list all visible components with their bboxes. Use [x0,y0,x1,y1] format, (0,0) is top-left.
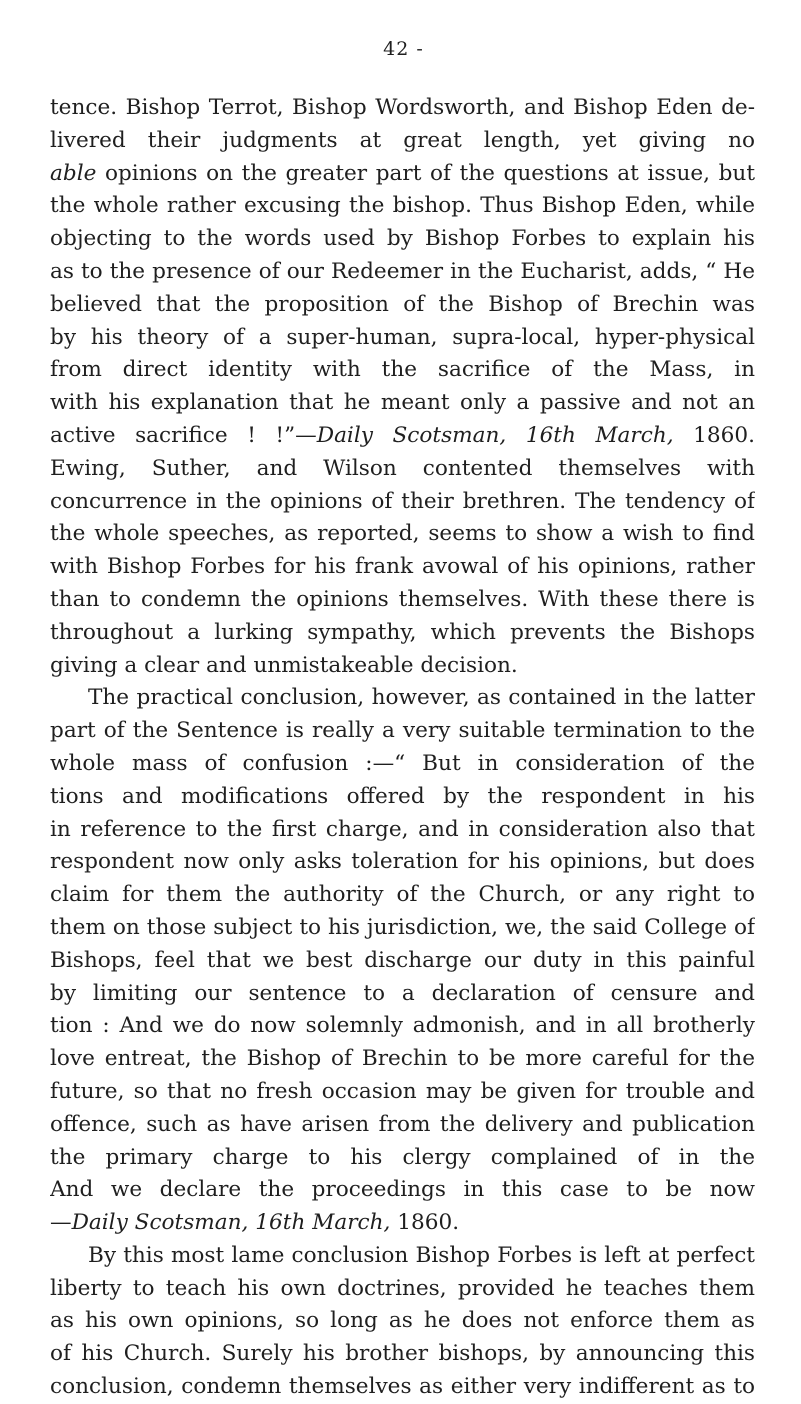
text-line [50,256,755,289]
line-text: tence. Bishop Terrot, Bishop Wordsworth, and Bishop Eden de- [50,95,755,120]
line-text: And we declare the proceedings in this case to be now [50,1177,755,1203]
line-text: than to condemn the opinions themselves. With these there is [50,586,755,612]
text-line [50,190,755,223]
text-line [50,125,755,158]
text-line [50,1043,755,1076]
text-line [50,387,755,420]
line-text: as to the presence of our Redeemer in the Eucharist, adds, “ He [50,258,755,284]
line-text: part of the Sentence is really a very suitable termination to the [50,718,755,744]
text-line [50,617,755,650]
line-text: giving a clear and unmistakeable decision. [50,652,518,678]
line-text: opinions on the greater part of the questions at issue, but [104,160,755,186]
line-text: Ewing, Suther, and Wilson contented themselves with [50,455,755,481]
line-text: by limiting our sentence to a declaration of censure and [50,980,755,1006]
line-text: in reference to the first charge, and in consideration also that [50,816,755,842]
text-line [50,1240,755,1273]
line-text: love entreat, the Bishop of Brechin to be more careful for the [50,1046,755,1072]
text-line [50,1076,755,1109]
line-text: — [50,1210,72,1236]
line-text: the primary charge to his clergy complained of in the [50,1144,755,1170]
text-line [50,584,755,617]
line-text: from direct identity with the sacrifice of the Mass, in [50,357,755,383]
line-text: tions and modifications offered by the respondent in his [50,783,755,809]
text-line [50,715,755,748]
text-line [50,1174,755,1207]
line-text: throughout a lurking sympathy, which prevents the Bishops [50,619,755,645]
line-text: believed that the proposition of the Bishop of Brechin was [50,291,755,317]
line-text: the whole rather excusing the bishop. Thus Bishop Eden, while [50,193,755,219]
text-line [50,945,755,978]
text-line [50,1273,755,1306]
text-line [50,1305,755,1338]
line-text: objecting to the words used by Bishop Forbes to explain his [50,226,755,252]
text-line [50,518,755,551]
line-text: concurrence in the opinions of their brethren. The tendency of [50,488,755,514]
line-text: them on those subject to his jurisdiction, we, the said College of [50,914,755,940]
text-line [50,748,755,781]
text-line [50,289,755,322]
text-line [50,1371,755,1404]
line-text: respondent now only asks toleration for his opinions, but does [50,849,755,875]
text-line [50,1207,755,1240]
italic-text: able [50,160,97,186]
line-text: active sacrifice ! !”— [50,422,317,448]
text-line [50,354,755,387]
text-line [50,846,755,879]
text-line [50,158,755,191]
text-line [50,453,755,486]
text-line [50,223,755,256]
text-line [50,486,755,519]
text-line [50,978,755,1011]
line-text: 1860. [693,422,755,448]
text-line [50,1010,755,1043]
text-line [50,879,755,912]
text-line [50,92,755,125]
line-text: the whole speeches, as reported, seems to show a wish to find [50,521,755,547]
line-text: whole mass of confusion :—“ But in consideration of the [50,750,755,776]
line-text: livered their judgments at great length, yet giving no [50,127,755,153]
text-line [50,650,755,683]
line-text: with his explanation that he meant only a passive and not an [50,390,755,416]
line-text: by his theory of a super-human, supra-local, hyper-physical [50,324,755,350]
line-text: The practical conclusion, however, as contained in the latter [88,685,755,711]
italic-text: Daily Scotsman, 16th March, [316,422,674,448]
line-text: as his own opinions, so long as he does not enforce them as [50,1308,755,1334]
line-text: future, so that no fresh occasion may be given for trouble and [50,1078,755,1104]
text-line [50,322,755,355]
text-line [50,781,755,814]
line-text: Bishops, feel that we best discharge our duty in this painful [50,947,755,973]
line-text: offence, such as have arisen from the delivery and publication [50,1111,755,1137]
line-text: 1860. [390,1210,460,1236]
line-text: tion : And we do now solemnly admonish, and in all brotherly [50,1013,755,1039]
body-text [50,92,755,1404]
line-text: of his Church. Surely his brother bishops, by announcing this [50,1341,755,1367]
text-line [50,1109,755,1142]
page-number: 42 - [383,38,424,60]
line-text: conclusion, condemn themselves as either very indifferent as to [50,1374,755,1400]
line-text: claim for them the authority of the Church, or any right to [50,882,755,908]
text-line [50,814,755,847]
text-line [50,912,755,945]
line-text: By this most lame conclusion Bishop Forbes is left at perfect [88,1242,755,1268]
line-text: with Bishop Forbes for his frank avowal of his opinions, rather [50,554,755,580]
text-line [50,1142,755,1175]
text-line [50,420,755,453]
italic-text: Daily Scotsman, 16th March, [71,1210,391,1236]
text-line [50,1338,755,1371]
text-line [50,682,755,715]
text-line [50,551,755,584]
line-text: liberty to teach his own doctrines, provided he teaches them [50,1275,755,1301]
